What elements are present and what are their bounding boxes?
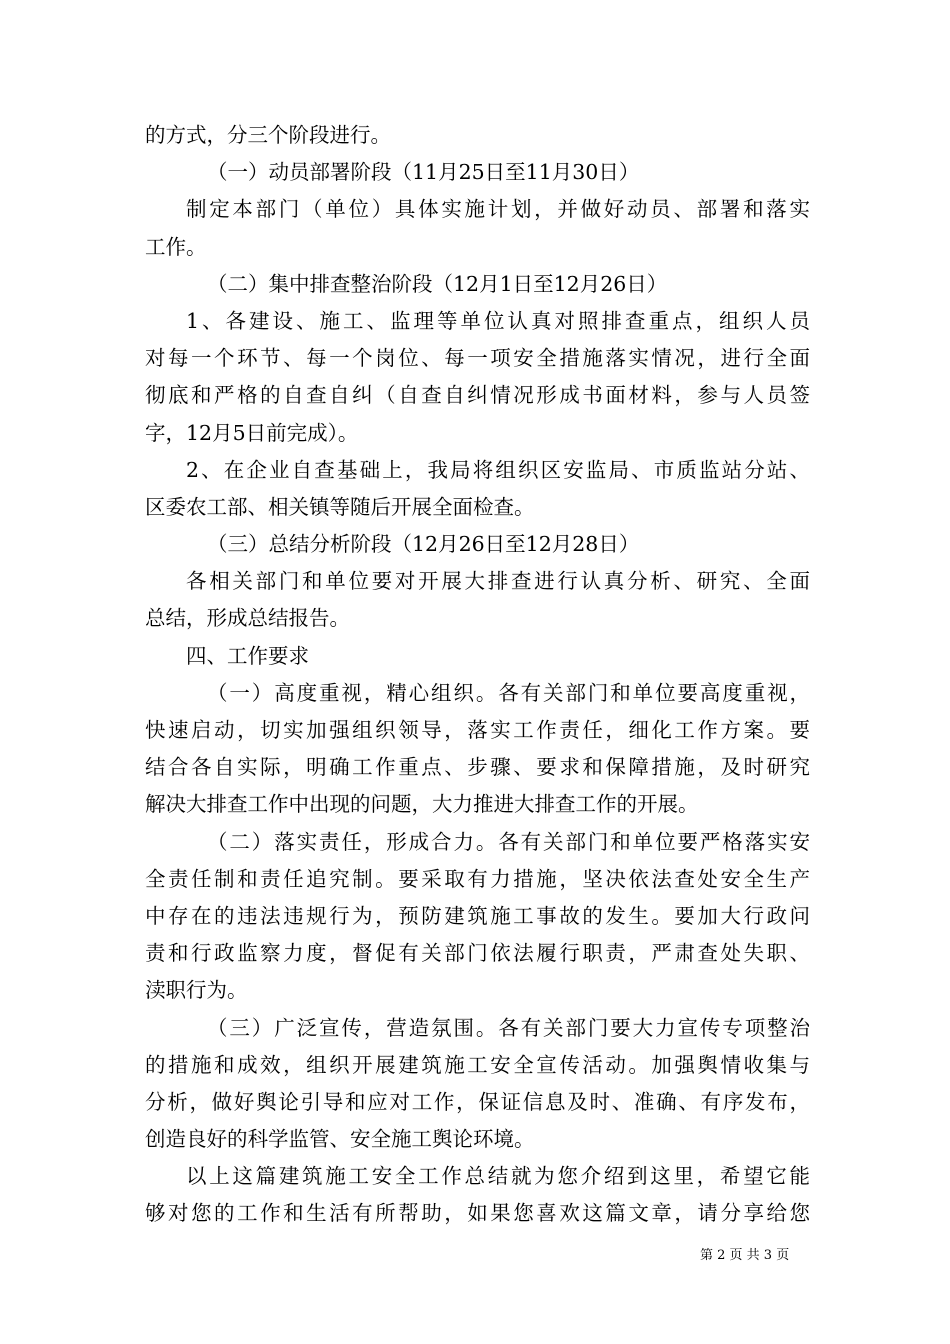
section-heading: （一）动员部署阶段（11月25日至11月30日） [207,160,640,185]
body-text [145,117,810,1233]
text-line: （三）广泛宣传，营造氛围。各有关部门要大力宣传专项整治 [207,1015,810,1040]
text-line: 制定本部门（单位）具体实施计划，并做好动员、部署和落实 [186,197,810,222]
text-line: 结合各自实际，明确工作重点、步骤、要求和保障措施，及时研究 [145,755,810,780]
text-line: （二）落实责任，形成合力。各有关部门和单位要严格落实安 [207,829,810,854]
text-line: 分析，做好舆论引导和应对工作，保证信息及时、准确、有序发布， [145,1089,810,1114]
text-line: 全责任制和责任追究制。要采取有力措施，坚决依法查处安全生产 [145,866,810,891]
text-line: 创造良好的科学监管、安全施工舆论环境。 [145,1127,535,1152]
text-line: 渎职行为。 [145,978,248,1003]
text-line: 工作。 [145,234,207,259]
text-line: 以上这篇建筑施工安全工作总结就为您介绍到这里，希望它能 [186,1164,810,1189]
text-line: 总结，形成总结报告。 [145,606,350,631]
section-heading: （二）集中排查整治阶段（12月1日至12月26日） [207,271,668,296]
text-line: 区委农工部、相关镇等随后开展全面检查。 [145,494,535,519]
text-line: 字，12月5日前完成）。 [145,420,359,445]
text-line: 彻底和严格的自查自纠（自查自纠情况形成书面材料，参与人员签 [145,383,810,408]
text-line: 责和行政监察力度，督促有关部门依法履行职责，严肃查处失职、 [145,941,810,966]
section-heading: 四、工作要求 [186,643,309,668]
text-line: 的措施和成效，组织开展建筑施工安全宣传活动。加强舆情收集与 [145,1052,810,1077]
text-line: 够对您的工作和生活有所帮助，如果您喜欢这篇文章，请分享给您 [145,1201,810,1226]
text-line: 各相关部门和单位要对开展大排查进行认真分析、研究、全面 [186,569,810,594]
text-line: 1、各建设、施工、监理等单位认真对照排查重点，组织人员 [186,308,810,333]
text-line: 2、在企业自查基础上，我局将组织区安监局、市质监站分站、 [186,457,810,482]
page-number: 第 2 页 共 3 页 [700,1248,790,1263]
text-line: 快速启动，切实加强组织领导，落实工作责任，细化工作方案。要 [145,718,810,742]
text-line: 中存在的违法违规行为，预防建筑施工事故的发生。要加大行政问 [145,903,810,928]
text-line: 的方式，分三个阶段进行。 [145,123,391,147]
section-heading: （三）总结分析阶段（12月26日至12月28日） [207,532,640,557]
text-line: （一）高度重视，精心组织。各有关部门和单位要高度重视， [207,680,810,705]
text-line: 解决大排查工作中出现的问题，大力推进大排查工作的开展。 [145,792,699,817]
text-line: 对每一个环节、每一个岗位、每一项安全措施落实情况，进行全面 [145,346,810,371]
